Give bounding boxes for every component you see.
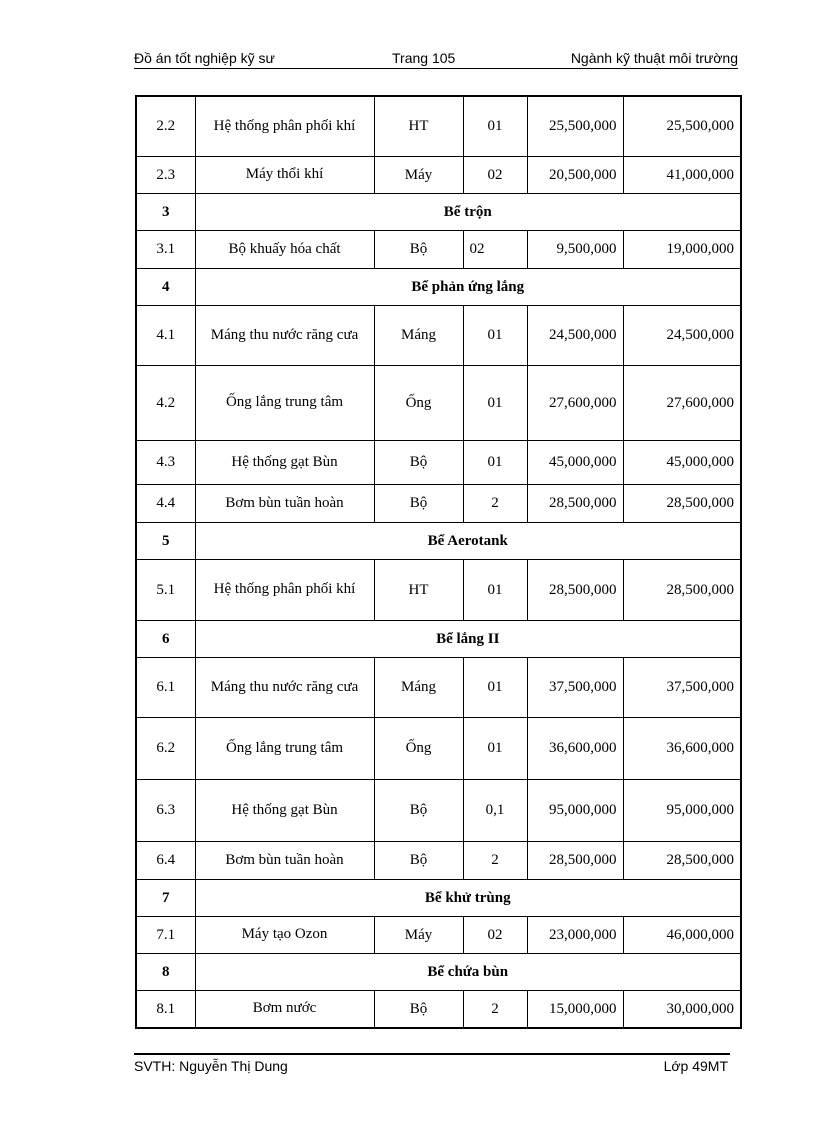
table-row (136, 916, 741, 953)
cell-item-name: Ống lắng trung tâm (195, 717, 374, 779)
cell-stt: 2.2 (136, 96, 195, 156)
cell-total-price: 95,000,000 (623, 779, 741, 841)
page-header (134, 48, 738, 70)
cell-stt: 4.2 (136, 365, 195, 440)
cell-unit: Máy (374, 156, 463, 193)
cell-item-name: Máng thu nước răng cưa (195, 305, 374, 365)
cell-item-name: Máy thổi khí (195, 156, 374, 193)
table-group-row (136, 522, 741, 559)
cell-unit: Bộ (374, 841, 463, 879)
cell-quantity: 02 (463, 916, 527, 953)
cell-group-number: 4 (136, 268, 195, 305)
cell-unit: Ống (374, 365, 463, 440)
cell-quantity: 2 (463, 990, 527, 1028)
table-group-row (136, 193, 741, 230)
cell-unit-price: 36,600,000 (527, 717, 623, 779)
cell-stt: 6.4 (136, 841, 195, 879)
cell-quantity: 01 (463, 440, 527, 484)
cell-group-title: Bể phản ứng lắng (195, 268, 741, 305)
cell-item-name: Hệ thống phân phối khí (195, 559, 374, 620)
cell-total-price: 30,000,000 (623, 990, 741, 1028)
cell-unit: Máng (374, 305, 463, 365)
cell-group-number: 3 (136, 193, 195, 230)
cell-item-name: Hệ thống phân phối khí (195, 96, 374, 156)
cell-total-price: 46,000,000 (623, 916, 741, 953)
cell-group-number: 6 (136, 620, 195, 657)
cell-item-name: Bơm bùn tuần hoàn (195, 841, 374, 879)
cell-unit: Bộ (374, 779, 463, 841)
cell-quantity: 01 (463, 657, 527, 717)
cell-stt: 2.3 (136, 156, 195, 193)
cell-quantity: 2 (463, 841, 527, 879)
cell-unit: Bộ (374, 440, 463, 484)
cell-unit-price: 25,500,000 (527, 96, 623, 156)
table-row (136, 440, 741, 484)
cell-quantity: 02 (463, 156, 527, 193)
cell-unit-price: 23,000,000 (527, 916, 623, 953)
cell-total-price: 28,500,000 (623, 841, 741, 879)
header-department: Ngành kỹ thuật môi trường (570, 50, 738, 66)
table-row (136, 230, 741, 268)
cell-stt: 4.3 (136, 440, 195, 484)
cell-quantity: 01 (463, 305, 527, 365)
table-row (136, 305, 741, 365)
table-group-row (136, 953, 741, 990)
cell-total-price: 36,600,000 (623, 717, 741, 779)
header-document-title: Đồ án tốt nghiệp kỹ sư (134, 50, 275, 66)
cell-item-name: Bơm nước (195, 990, 374, 1028)
table-row (136, 657, 741, 717)
cell-unit: Máng (374, 657, 463, 717)
cell-item-name: Hệ thống gạt Bùn (195, 440, 374, 484)
cell-stt: 6.3 (136, 779, 195, 841)
cell-group-title: Bể chứa bùn (195, 953, 741, 990)
cell-unit: HT (374, 96, 463, 156)
table-row (136, 365, 741, 440)
cell-quantity: 01 (463, 365, 527, 440)
table-group-row (136, 268, 741, 305)
table-row (136, 841, 741, 879)
cell-stt: 6.2 (136, 717, 195, 779)
cell-unit: Bộ (374, 230, 463, 268)
cell-item-name: Ống lắng trung tâm (195, 365, 374, 440)
cell-stt: 4.1 (136, 305, 195, 365)
cell-unit: Máy (374, 916, 463, 953)
cell-unit-price: 20,500,000 (527, 156, 623, 193)
table-row (136, 990, 741, 1028)
cell-stt: 3.1 (136, 230, 195, 268)
cell-item-name: Máng thu nước răng cưa (195, 657, 374, 717)
cell-unit-price: 15,000,000 (527, 990, 623, 1028)
cell-total-price: 45,000,000 (623, 440, 741, 484)
cell-unit-price: 24,500,000 (527, 305, 623, 365)
cell-quantity: 02 (463, 230, 527, 268)
cell-quantity: 0,1 (463, 779, 527, 841)
cell-unit-price: 45,000,000 (527, 440, 623, 484)
cell-unit-price: 28,500,000 (527, 484, 623, 522)
cell-group-number: 7 (136, 879, 195, 916)
cell-total-price: 28,500,000 (623, 559, 741, 620)
header-page-number: Trang 105 (392, 50, 456, 66)
header-divider (134, 68, 738, 69)
table-row (136, 156, 741, 193)
cell-quantity: 01 (463, 559, 527, 620)
table-group-row (136, 620, 741, 657)
cell-total-price: 37,500,000 (623, 657, 741, 717)
cell-total-price: 41,000,000 (623, 156, 741, 193)
footer-class: Lớp 49MT (663, 1058, 728, 1074)
cell-group-number: 5 (136, 522, 195, 559)
cell-unit-price: 28,500,000 (527, 559, 623, 620)
table-group-row (136, 879, 741, 916)
cell-unit: HT (374, 559, 463, 620)
cell-unit-price: 37,500,000 (527, 657, 623, 717)
cell-unit-price: 9,500,000 (527, 230, 623, 268)
cell-quantity: 2 (463, 484, 527, 522)
table-row (136, 484, 741, 522)
cell-group-title: Bể trộn (195, 193, 741, 230)
cell-stt: 8.1 (136, 990, 195, 1028)
table-row (136, 717, 741, 779)
cell-stt: 4.4 (136, 484, 195, 522)
cell-total-price: 25,500,000 (623, 96, 741, 156)
cell-stt: 6.1 (136, 657, 195, 717)
cell-group-title: Bể khử trùng (195, 879, 741, 916)
cell-item-name: Máy tạo Ozon (195, 916, 374, 953)
cell-item-name: Bộ khuấy hóa chất (195, 230, 374, 268)
cell-group-title: Bể Aerotank (195, 522, 741, 559)
cell-item-name: Hệ thống gạt Bùn (195, 779, 374, 841)
cell-unit-price: 95,000,000 (527, 779, 623, 841)
cell-total-price: 19,000,000 (623, 230, 741, 268)
cell-group-number: 8 (136, 953, 195, 990)
cell-unit: Bộ (374, 484, 463, 522)
cell-stt: 5.1 (136, 559, 195, 620)
cell-total-price: 27,600,000 (623, 365, 741, 440)
cell-unit-price: 27,600,000 (527, 365, 623, 440)
cell-group-title: Bể lắng II (195, 620, 741, 657)
cell-unit: Ống (374, 717, 463, 779)
table-row (136, 779, 741, 841)
cell-quantity: 01 (463, 717, 527, 779)
table-row (136, 96, 741, 156)
equipment-cost-table (135, 95, 742, 1029)
cell-unit-price: 28,500,000 (527, 841, 623, 879)
footer-student-name: SVTH: Nguyễn Thị Dung (134, 1058, 288, 1074)
cell-unit: Bộ (374, 990, 463, 1028)
cell-item-name: Bơm bùn tuần hoàn (195, 484, 374, 522)
footer-divider (134, 1053, 730, 1055)
cell-quantity: 01 (463, 96, 527, 156)
cell-total-price: 28,500,000 (623, 484, 741, 522)
table-row (136, 559, 741, 620)
cell-stt: 7.1 (136, 916, 195, 953)
cell-total-price: 24,500,000 (623, 305, 741, 365)
